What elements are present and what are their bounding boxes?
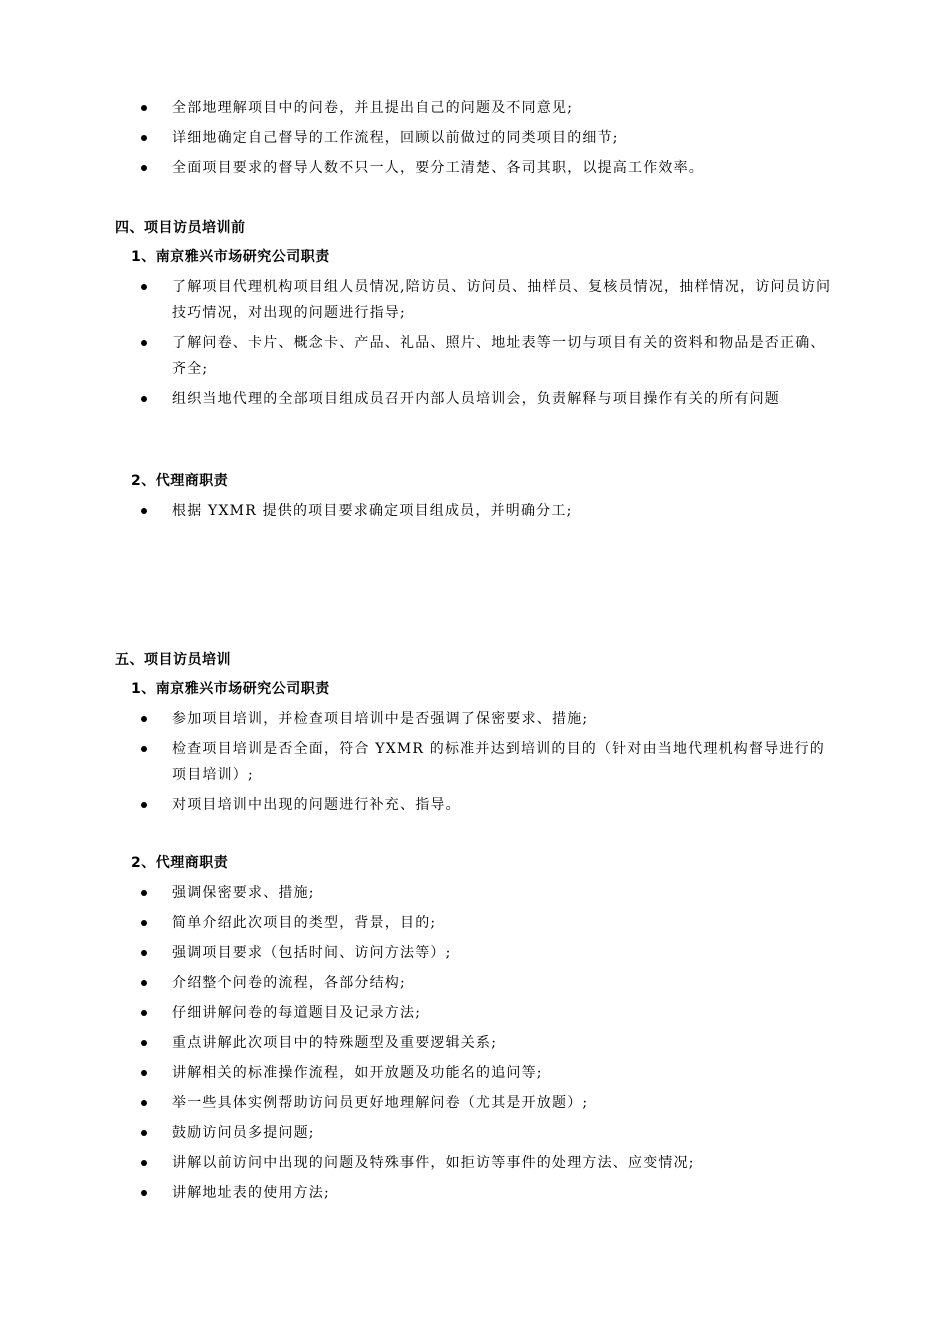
bullet-icon [141, 980, 147, 986]
section-5-sub2-heading: 2、代理商职责 [131, 855, 229, 871]
bullet-icon [141, 1070, 147, 1076]
list-item: 举一些具体实例帮助访问员更好地理解问卷（尤其是开放题）; [0, 1090, 950, 1116]
bullet-icon [141, 1130, 147, 1136]
bullet-icon [141, 135, 147, 141]
list-item: 检查项目培训是否全面，符合 YXMR 的标准并达到培训的目的（针对由当地代理机构督导进行的项目培训）; [0, 736, 950, 788]
bullet-icon [141, 920, 147, 926]
bullet-icon [141, 340, 147, 346]
list-item: 介绍整个问卷的流程，各部分结构; [0, 970, 950, 996]
list-item: 了解项目代理机构项目组人员情况,陪访员、访问员、抽样员、复核员情况，抽样情况，访问员访问技巧情况，对出现的问题进行指导; [0, 274, 950, 326]
section-5-sub2-list [0, 880, 950, 1206]
bullet-icon [141, 746, 147, 752]
list-item: 重点讲解此次项目中的特殊题型及重要逻辑关系; [0, 1030, 950, 1056]
list-item: 强调保密要求、措施; [0, 880, 950, 906]
section-4-sub1-heading: 1、南京雅兴市场研究公司职责 [131, 249, 330, 265]
bullet-icon [141, 165, 147, 171]
list-item: 详细地确定自己督导的工作流程，回顾以前做过的同类项目的细节; [0, 125, 950, 151]
list-item: 全面项目要求的督导人数不只一人，要分工清楚、各司其职，以提高工作效率。 [0, 155, 950, 181]
section-4-sub2-heading: 2、代理商职责 [131, 473, 229, 489]
section-4-sub2-list [0, 498, 950, 524]
section-5-heading: 五、项目访员培训 [115, 652, 231, 668]
list-item: 讲解地址表的使用方法; [0, 1180, 950, 1206]
section-4-sub1-list [0, 274, 950, 412]
list-item: 鼓励访问员多提问题; [0, 1120, 950, 1146]
list-item: 讲解以前访问中出现的问题及特殊事件，如拒访等事件的处理方法、应变情况; [0, 1150, 950, 1176]
list-item: 讲解相关的标准操作流程，如开放题及功能名的追问等; [0, 1060, 950, 1086]
list-item: 参加项目培训，并检查项目培训中是否强调了保密要求、措施; [0, 706, 950, 732]
list-item: 了解问卷、卡片、概念卡、产品、礼品、照片、地址表等一切与项目有关的资料和物品是否正确、齐全; [0, 330, 950, 382]
top-bullet-list [0, 95, 950, 181]
section-5-sub1-list [0, 706, 950, 818]
list-item: 对项目培训中出现的问题进行补充、指导。 [0, 792, 950, 818]
list-item: 组织当地代理的全部项目组成员召开内部人员培训会，负责解释与项目操作有关的所有问题 [0, 386, 950, 412]
list-item: 根据 YXMR 提供的项目要求确定项目组成员，并明确分工; [0, 498, 950, 524]
bullet-icon [141, 1040, 147, 1046]
section-5-sub1-heading: 1、南京雅兴市场研究公司职责 [131, 681, 330, 697]
list-item: 简单介绍此次项目的类型，背景，目的; [0, 910, 950, 936]
bullet-icon [141, 1160, 147, 1166]
bullet-icon [141, 105, 147, 111]
list-item: 仔细讲解问卷的每道题目及记录方法; [0, 1000, 950, 1026]
bullet-icon [141, 1190, 147, 1196]
bullet-icon [141, 802, 147, 808]
bullet-icon [141, 950, 147, 956]
bullet-icon [141, 396, 147, 402]
bullet-icon [141, 284, 147, 290]
bullet-icon [141, 508, 147, 514]
bullet-icon [141, 1010, 147, 1016]
bullet-icon [141, 716, 147, 722]
section-4-heading: 四、项目访员培训前 [115, 220, 246, 236]
bullet-icon [141, 1100, 147, 1106]
list-item: 强调项目要求（包括时间、访问方法等）; [0, 940, 950, 966]
list-item: 全部地理解项目中的问卷，并且提出自己的问题及不同意见; [0, 95, 950, 121]
bullet-icon [141, 890, 147, 896]
